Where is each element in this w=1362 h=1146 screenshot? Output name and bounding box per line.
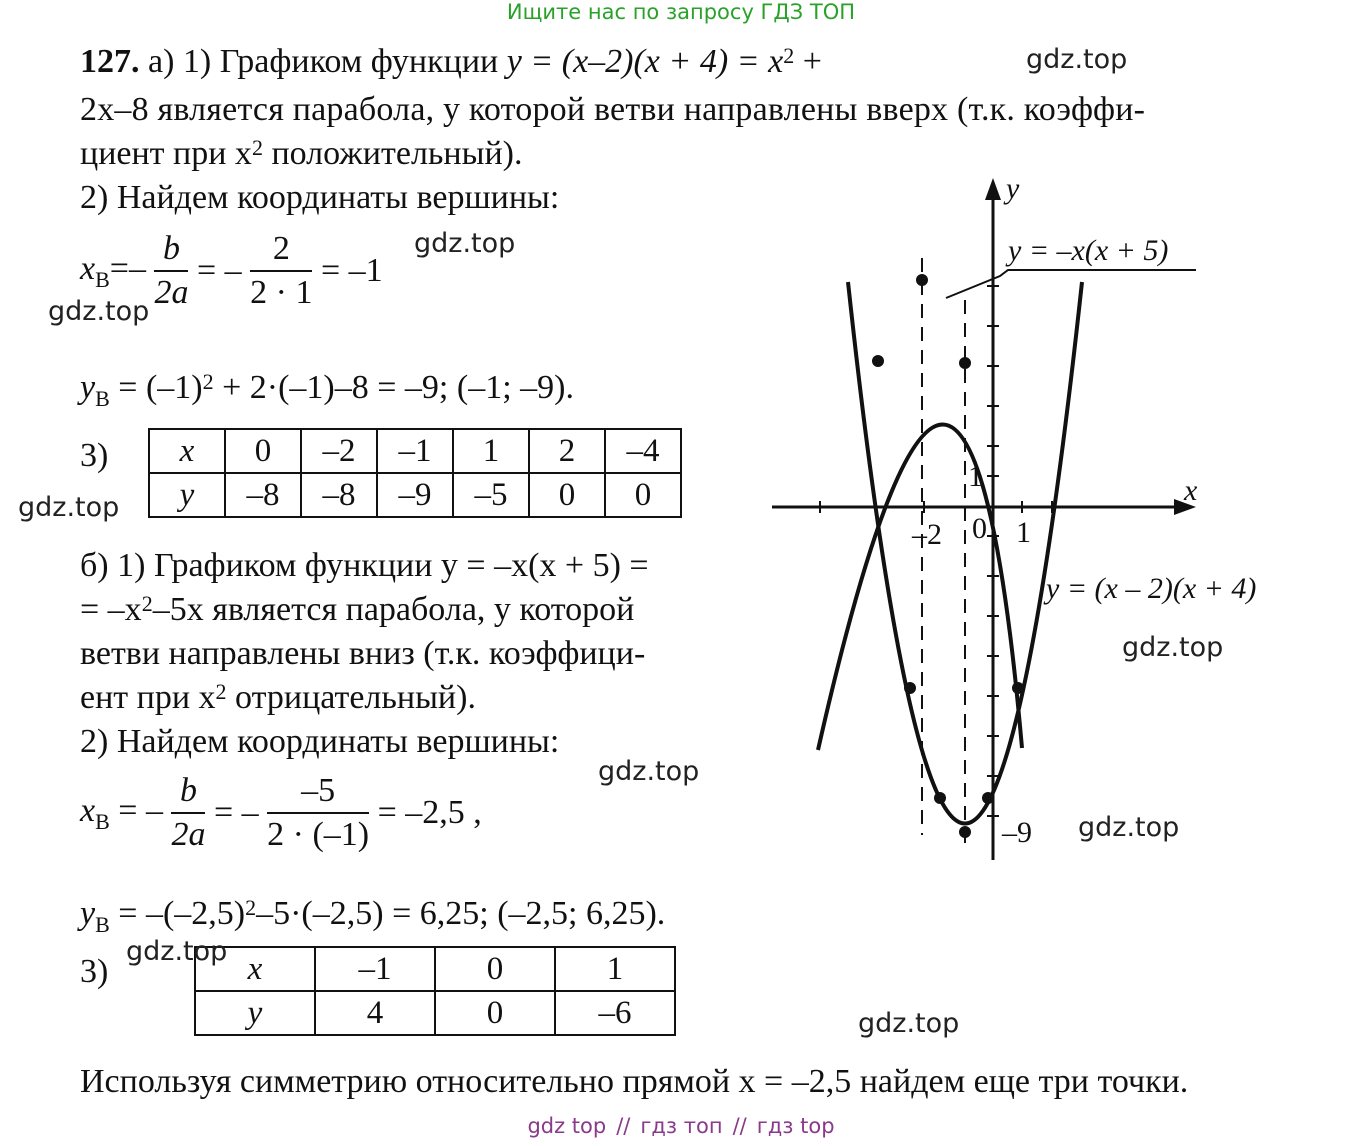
xv-eq: = – — [213, 794, 259, 831]
part-b-line3: ветви направлены вниз (т.к. коэффици- — [80, 635, 646, 672]
tick-label-minus9: –9 — [1002, 816, 1032, 849]
part-b-line2-post: –5x является парабола, у которой — [152, 591, 635, 628]
exponent: 2 — [245, 895, 257, 920]
table-cell: –1 — [377, 429, 453, 473]
yv-rest: –5·(–2,5) = 6,25; (–2,5; 6,25). — [256, 895, 666, 932]
watermark: gdz.top — [48, 296, 150, 327]
tick-label-1x: 1 — [1016, 516, 1031, 549]
watermark: gdz.top — [1026, 44, 1128, 75]
table-header-x: x — [149, 429, 225, 473]
exponent: 2 — [202, 369, 214, 394]
yv-expr: = –(–2,5) — [118, 895, 246, 932]
part-a-formula-tail: + — [794, 43, 822, 80]
values-table-a — [148, 428, 682, 518]
footer-separator: // — [732, 1114, 747, 1138]
watermark: gdz.top — [18, 492, 120, 523]
fraction: $\frac{-5}{2 \cdot (-1)}$ — [267, 772, 370, 853]
xv-result: = –2,5 , — [377, 794, 482, 831]
watermark: gdz.top — [1078, 812, 1180, 843]
xv-eq: =– — [109, 249, 146, 287]
watermark: gdz.top — [598, 756, 700, 787]
table-row — [149, 429, 681, 473]
values-table-b — [194, 946, 676, 1036]
part-a-intro: а) 1) Графиком функции — [148, 43, 507, 80]
xv-eq: = – — [196, 252, 242, 289]
part-a-step2: 2) Найдем координаты вершины: — [80, 179, 560, 216]
x-axis-label: x — [1184, 474, 1198, 507]
part-b-xv-formula — [80, 770, 482, 856]
table-row — [149, 473, 681, 517]
part-a-line3 — [80, 132, 522, 176]
table-cell: 0 — [529, 473, 605, 517]
table-cell: –6 — [555, 991, 675, 1035]
y-axis-label: y — [1006, 172, 1020, 205]
watermark: gdz.top — [414, 228, 516, 259]
part-a-line1 — [80, 40, 822, 84]
label-upward-parabola: y = (x – 2)(x + 4) — [1046, 572, 1257, 605]
yv-expr: = (–1) — [118, 369, 203, 406]
part-a-line3-post: положительный). — [262, 135, 523, 172]
conclusion: Используя симметрию относительно прямой x = –2,5 найдем еще три точки. — [80, 1063, 1189, 1100]
footer-link[interactable]: гдз top — [756, 1114, 835, 1138]
table-cell: 4 — [315, 991, 435, 1035]
table-cell: –8 — [225, 473, 301, 517]
watermark: gdz.top — [1122, 632, 1224, 663]
table-row — [195, 991, 675, 1035]
part-a-yv: $y_B = (-1)^2 + 2\cdot(-1)-8 = -9$; (–1; –9). — [80, 369, 574, 411]
table-cell: –9 — [377, 473, 453, 517]
table-cell: 0 — [435, 947, 555, 991]
fraction: $\frac{b}{2a}$ — [154, 230, 189, 311]
table-header-y: y — [195, 991, 315, 1035]
table-header-x: x — [195, 947, 315, 991]
yv-rest: + 2·(–1)–8 = –9; (–1; –9). — [213, 369, 574, 406]
table-cell: –1 — [315, 947, 435, 991]
tick-label-minus2: –2 — [912, 518, 942, 551]
table-row — [195, 947, 675, 991]
fraction: $\frac{b}{2a}$ — [171, 772, 206, 853]
yv-subscript: B — [95, 385, 110, 411]
xv-eq: = – — [118, 791, 163, 829]
part-a-line3-pre: циент при x — [80, 135, 252, 172]
part-b-line4 — [80, 676, 476, 720]
exponent: 2 — [251, 135, 263, 160]
footer-links — [0, 1114, 1362, 1138]
part-a-xv-formula — [80, 228, 383, 314]
part-b-line2 — [80, 588, 634, 632]
xv-symbol: x — [80, 249, 96, 287]
part-a-line2: 2x–8 является парабола, у которой ветви направлены вверх (т.к. коэффи- — [80, 91, 1146, 128]
part-b-step2: 2) Найдем координаты вершины: — [80, 723, 560, 760]
tick-label-0: 0 — [972, 512, 987, 545]
table-header-y: y — [149, 473, 225, 517]
part-a-step3: 3) — [80, 437, 109, 474]
part-b-line4-pre: ент при x — [80, 679, 216, 716]
yv-subscript: B — [95, 911, 110, 937]
problem-number: 127. — [80, 43, 140, 80]
footer-link[interactable]: gdz top — [527, 1114, 607, 1138]
table-cell: –2 — [301, 429, 377, 473]
label-downward-parabola: y = –x(x + 5) — [1008, 234, 1169, 267]
fraction: $\frac{2}{2 \cdot 1}$ — [250, 230, 313, 311]
label-leader-line — [946, 270, 1196, 298]
table-cell: 0 — [225, 429, 301, 473]
part-b-step3: 3) — [80, 953, 109, 990]
plotted-points — [872, 274, 1024, 838]
downward-parabola-curve — [818, 424, 1022, 750]
y-axis-arrow-icon — [985, 178, 1001, 200]
part-b-line2-pre: = –x — [80, 591, 142, 628]
part-a-formula: y = (x–2)(x + 4) = x — [506, 43, 784, 80]
xv-subscript: B — [95, 266, 110, 292]
footer-separator: // — [616, 1114, 631, 1138]
function-graph — [760, 170, 1257, 870]
table-cell: 0 — [435, 991, 555, 1035]
table-cell: –8 — [301, 473, 377, 517]
xv-result: = –1 — [320, 252, 383, 289]
xv-symbol: x — [80, 791, 96, 829]
part-b-yv: $y_B = -(-2,5)^2-5\cdot(-2,5) = 6,25$; (–2,5; 6,25). — [80, 895, 666, 937]
exponent: 2 — [783, 43, 795, 68]
xv-subscript: B — [95, 808, 110, 834]
part-b-line4-post: отрицательный). — [226, 679, 476, 716]
exponent: 2 — [215, 679, 227, 704]
footer-link[interactable]: гдз топ — [640, 1114, 723, 1138]
table-cell: 0 — [605, 473, 681, 517]
part-b-line1: б) 1) Графиком функции y = –x(x + 5) = — [80, 547, 649, 584]
exponent: 2 — [141, 591, 153, 616]
table-cell: 1 — [555, 947, 675, 991]
table-cell: 2 — [529, 429, 605, 473]
table-cell: –4 — [605, 429, 681, 473]
table-cell: 1 — [453, 429, 529, 473]
tick-label-1y: 1 — [968, 460, 983, 493]
top-banner[interactable]: Ищите нас по запросу ГДЗ ТОП — [506, 0, 856, 24]
table-cell: –5 — [453, 473, 529, 517]
watermark: gdz.top — [126, 936, 228, 967]
watermark: gdz.top — [858, 1008, 960, 1039]
